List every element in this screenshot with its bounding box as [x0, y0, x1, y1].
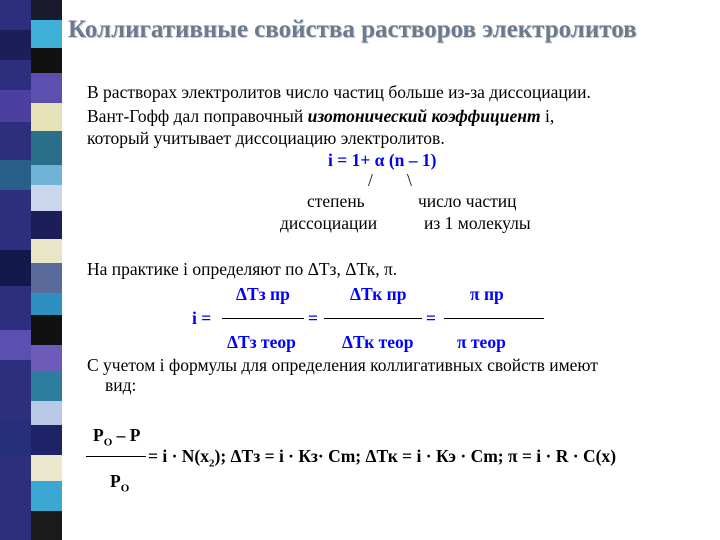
- paragraph-text: i,: [540, 106, 555, 126]
- fraction-line-1: [222, 318, 304, 319]
- stripe-block: [31, 185, 62, 211]
- numerator-dtz: ΔТз пр: [236, 284, 290, 304]
- label-degree: степень: [307, 191, 365, 211]
- stripe-block: [31, 315, 62, 345]
- stripe-block: [31, 371, 62, 401]
- fraction-line-2: [324, 318, 422, 319]
- slash-right: \: [407, 170, 412, 190]
- stripe-block: [31, 20, 62, 48]
- stripe-block: [0, 90, 31, 122]
- stripe-block: [31, 239, 62, 263]
- stripe-block: [31, 0, 62, 20]
- subscript: 2: [209, 457, 215, 470]
- raoult-numerator: [93, 425, 140, 453]
- denominator-dtk: ΔТк теор: [342, 332, 414, 352]
- lhs-i: i =: [192, 308, 212, 328]
- decorative-stripe: [0, 0, 62, 540]
- stripe-block: [31, 165, 62, 185]
- subscript: O: [120, 482, 130, 495]
- account-line-2: вид:: [105, 375, 137, 395]
- isotonic-coefficient-term: изотонический коэффициент: [307, 106, 541, 126]
- pressure-symbol: P: [110, 471, 121, 491]
- stripe-block: [31, 263, 62, 293]
- paragraph-line-1: В растворах электролитов число частиц больше из-за диссоциации.: [87, 82, 591, 102]
- stripe-block: [0, 30, 31, 60]
- denominator-dtz: ΔТз теор: [227, 332, 296, 352]
- label-dissociation: диссоциации: [280, 213, 378, 233]
- equals-sign-2: =: [426, 308, 436, 328]
- stripe-block: [31, 425, 62, 455]
- label-per-molecule: из 1 молекулы: [424, 213, 531, 233]
- label-particle-count: число частиц: [418, 191, 517, 211]
- denominator-pi: π теор: [457, 332, 506, 352]
- raoult-denominator: [110, 471, 129, 499]
- fraction-line-3: [444, 318, 544, 319]
- stripe-block: [31, 48, 62, 73]
- stripe-block: [31, 131, 62, 165]
- stripe-block: [31, 511, 62, 540]
- formula-text: = i · N(x: [148, 446, 210, 466]
- page-title: Коллигативные свойства растворов электролитов: [68, 16, 637, 43]
- stripe-block: [0, 330, 31, 360]
- account-line-1: С учетом i формулы для определения коллигативных свойств имеют: [87, 355, 598, 375]
- stripe-block: [0, 250, 31, 286]
- practice-line: На практике i определяют по ΔТз, ΔТк, π.: [87, 259, 398, 279]
- stripe-block: [0, 160, 31, 190]
- vant-hoff-formula: i = 1+ α (n – 1): [328, 150, 437, 170]
- slash-left: /: [368, 170, 373, 190]
- stripe-block: [31, 73, 62, 103]
- formula-text: ); ΔТз = i · Кз· Cm; ΔТк = i · Кэ · Cm; π = i · R · C(x): [214, 446, 617, 466]
- pressure-symbol: P: [93, 425, 104, 445]
- paragraph-line-3: который учитывает диссоциацию электролитов.: [87, 128, 445, 148]
- stripe-block: [31, 293, 62, 315]
- stripe-block: [31, 103, 62, 131]
- stripe-block: [31, 345, 62, 371]
- stripe-block: [31, 481, 62, 511]
- numerator-dtk: ΔТк пр: [350, 284, 407, 304]
- paragraph-text: Вант-Гофф дал поправочный: [87, 106, 308, 126]
- paragraph-line-2: [87, 106, 554, 126]
- raoult-fraction-line: [86, 456, 146, 457]
- numerator-rest: – P: [112, 425, 141, 445]
- stripe-block: [0, 420, 31, 454]
- colligative-formulas: [148, 446, 616, 474]
- numerator-pi: π пр: [470, 284, 504, 304]
- stripe-block: [31, 401, 62, 425]
- equals-sign-1: =: [308, 308, 318, 328]
- stripe-block: [31, 455, 62, 481]
- stripe-block: [31, 211, 62, 239]
- subscript: O: [103, 436, 113, 449]
